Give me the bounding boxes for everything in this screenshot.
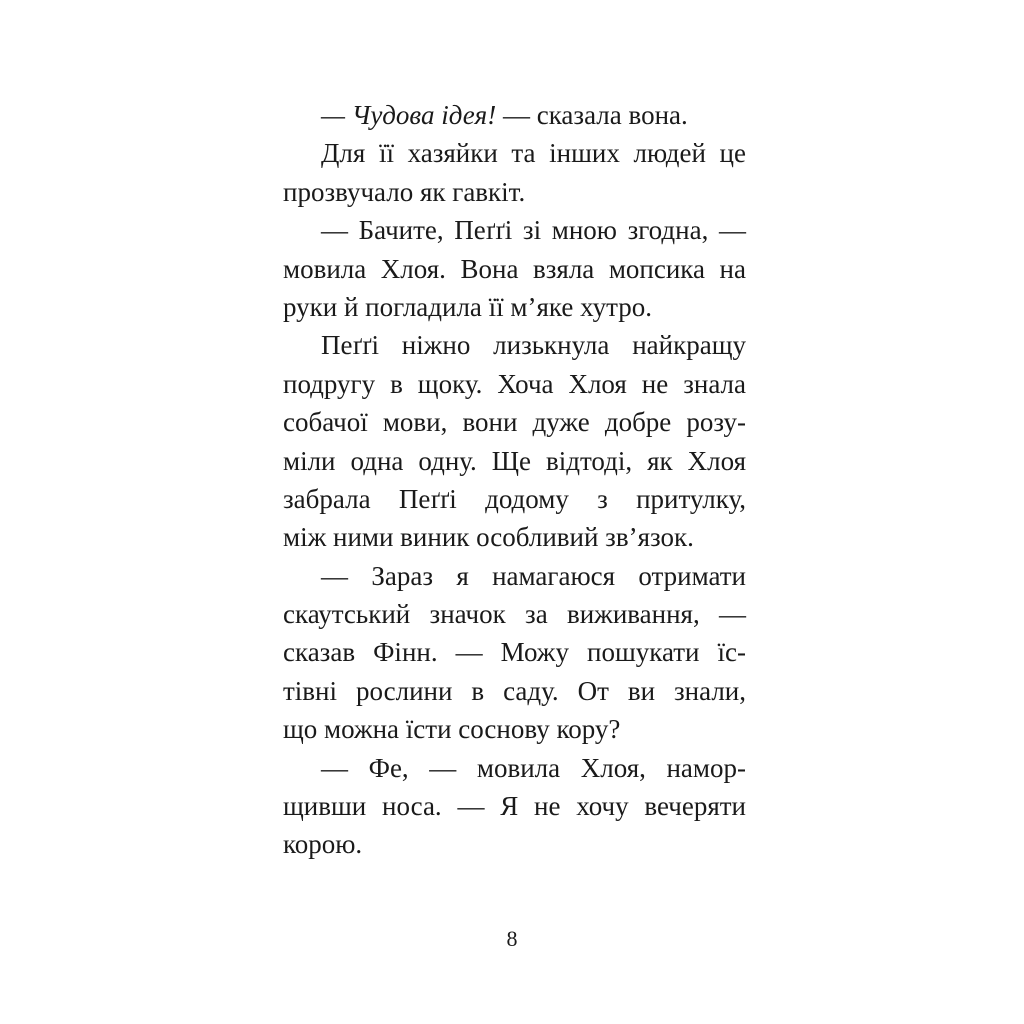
- text-line: тівні рослини в саду. От ви знали,: [283, 675, 746, 706]
- text-line: корою.: [283, 829, 363, 860]
- text-line: — Фе, — мовила Хлоя, намор-: [321, 752, 746, 783]
- text-line: мовила Хлоя. Вона взяла мопсика на: [283, 253, 746, 284]
- text-line: сказав Фінн. — Можу пошукати їс-: [283, 637, 746, 668]
- text-line: Пеґґі ніжно лизькнула найкращу: [321, 330, 746, 361]
- italic-quote: — Чудова ідея!: [321, 100, 497, 130]
- text-line: — Зараз я намагаюся отримати: [321, 560, 746, 591]
- line-rest: — сказала вона.: [496, 100, 688, 130]
- text-line: між ними виник особливий зв’язок.: [283, 522, 694, 553]
- text-line: міли одна одну. Ще відтоді, як Хлоя: [283, 445, 746, 476]
- text-line: — Бачите, Пеґґі зі мною згодна, —: [321, 215, 746, 246]
- text-line: подругу в щоку. Хоча Хлоя не знала: [283, 368, 746, 399]
- text-line: що можна їсти соснову кору?: [283, 714, 621, 745]
- text-line: забрала Пеґґі додому з притулку,: [283, 483, 746, 514]
- text-line: щивши носа. — Я не хочу вечеряти: [283, 791, 746, 822]
- page-number: 8: [506, 926, 518, 951]
- text-line: прозвучало як гавкіт.: [283, 176, 526, 207]
- text-line: скаутський значок за виживання, —: [283, 599, 746, 630]
- text-line: [283, 96, 746, 134]
- text-line: Для її хазяйки та інших людей це: [321, 138, 746, 169]
- text-line: собачої мови, вони дуже добре розу-: [283, 407, 746, 438]
- body-text: [283, 96, 746, 864]
- text-line: руки й погладила її м’яке хутро.: [283, 291, 652, 322]
